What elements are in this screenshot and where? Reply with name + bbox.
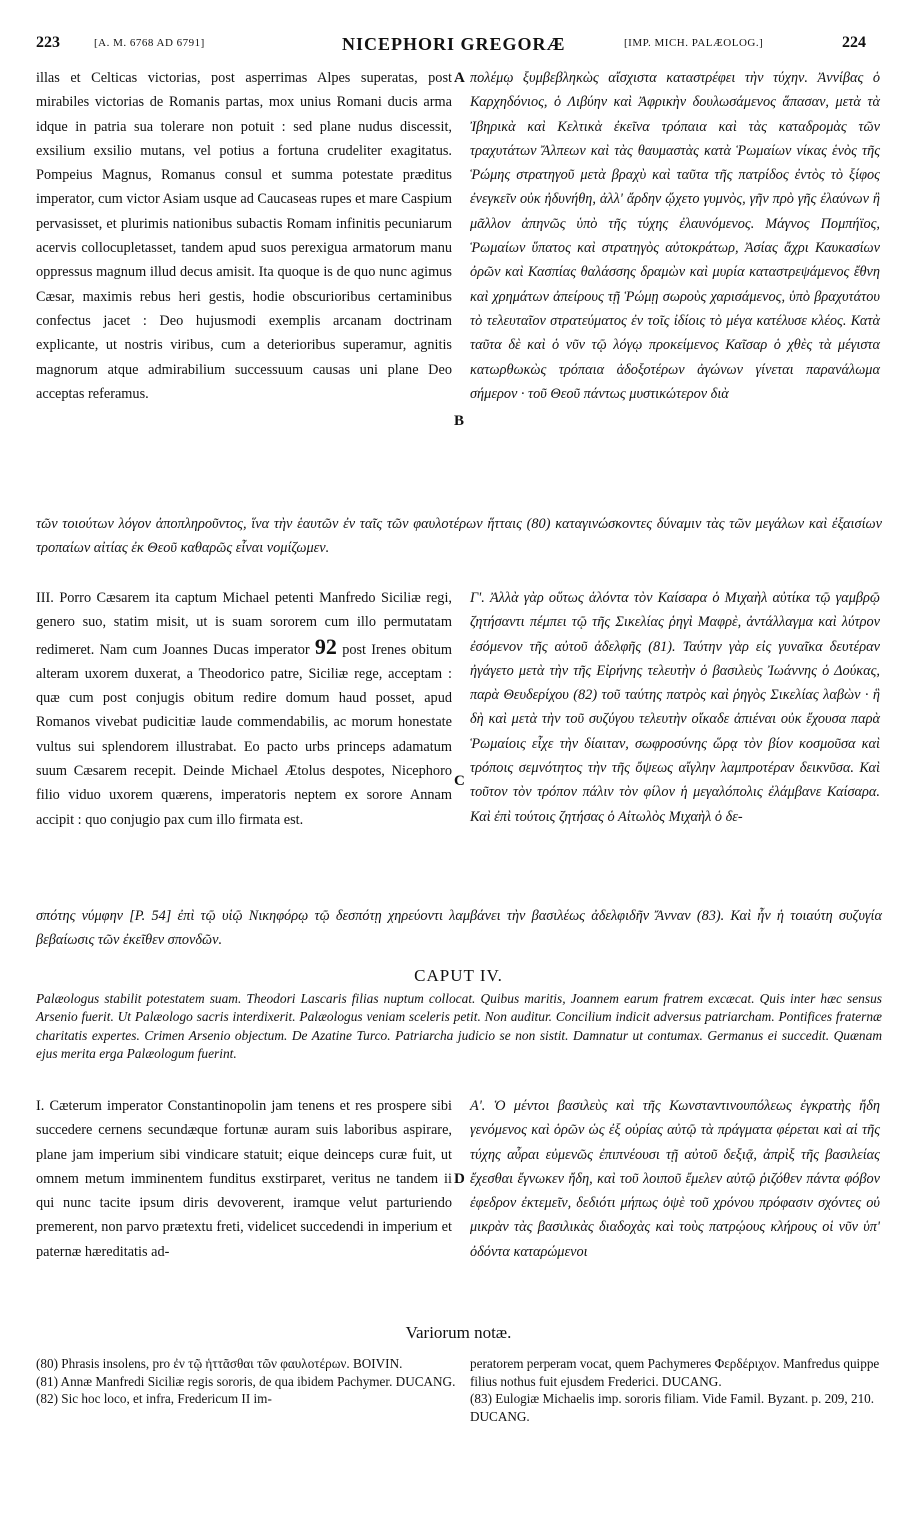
latin-paragraph: illas et Celticas victorias, post asperrimas Alpes superatas, post mirabiles victorias de Romanis partas, mox unius Romani ducis arma idque in patria sua tolerare non potuit : sed plane nudus discessit, exsilium exsilio mutans, vel potius a fortuna crudeliter exagitatus. Pompeius Magnus, Romanus consul et summa potestate præditus imperator, cum victor Asiam usque ad Caucaseas rupes et mare Caspium pervasisset, et plurimis nationibus subactis Romam infinitis pecuniarum acervis collocupletasset, tandem apud suos perexigua armatorum manu oppressus magnum illud decus amisit. Ita quoque is de quo nunc agimus Cæsar, maximis rebus heri gestis, hodie obscurioribus certaminibus confectus jacet : Deo hujusmodi exemplis arcanam doctrinam explicante, ut nostris viribus, cum a deterioribus superamur, agnitis magnorum atque admirabilium successuum causas uni plane Deo acceptas referamus. <box>36 70 452 402</box>
greek-paragraph: Α'. Ὁ μέντοι βασιλεὺς καὶ τῆς Κωνσταντινουπόλεως ἐγκρατὴς ἤδη γενόμενος καὶ ὁρῶν ὡς ἐξ οὐρίας αὐτῷ τὰ πράγματα φέρεται καὶ αἱ τῆς τύχης αὖραι εὐμενῶς ἐπιπνέουσι τῇ αὐτοῦ δεξιᾷ, ἀπρὶξ τῆς βασιλείας ἔχεσθαι ἔγνωκεν ἤδη, καὶ τοῦ λοιποῦ ἔμελεν αὐτῷ ῥιζόθεν πάντα φόβον ἐφεδρον ἐκτεμεῖν, δεδιότι μήπως ὀψὲ τοῦ χρόνου πρόφασιν σχόντες οὐ μικρὰν τὰς βασιλικὰς διαδοχὰς καὶ τοὺς πατρῴους κλήρους οἱ νῦν ὑπ' ὀδόντα καταρώμενοι <box>470 1098 880 1260</box>
footnote: (83) Eulogiæ Michaelis imp. sororis filiam. Vide Famil. Byzant. p. 209, 210. DUCANG. <box>470 1391 875 1424</box>
date-reference: [A. M. 6768 AD 6791] <box>94 37 205 49</box>
section-reference: [IMP. MICH. PALÆOLOG.] <box>624 37 764 49</box>
greek-text-block-3 <box>470 1094 880 1264</box>
chapter-heading: CAPUT IV. <box>414 966 503 985</box>
latin-text-block-1 <box>36 66 452 406</box>
footnote: peratorem perperam vocat, quem Pachymeres Φερδέριχον. Manfredus quippe filius nothus fuit ejusdem Frederici. DUCANG. <box>470 1356 880 1389</box>
greek-paragraph: πολέμῳ ξυμβεβληκὼς αἴσχιστα καταστρέφει τὴν τύχην. Ἀννίβας ὁ Καρχηδόνιος, ὁ Λιβύην καὶ Ἀφρικὴν δουλωσάμενος ἅπασαν, μετὰ τὰ Ἰβηρικὰ καὶ Κελτικὰ ἐκεῖνα τρόπαια καὶ τὰς καταδρομὰς τῶν τραχυτάτων Ἄλπεων καὶ τὰς θαυμαστὰς κατὰ Ῥωμαίων νίκας ἑνὸς τῆς Ῥώμης στρατηγοῦ μετὰ βραχὺ καὶ ταῦτα τῆς πατρίδος ἐντὸς τὸ ξίφος ἐνεγκεῖν οὐκ ἠδυνήθη, ἀλλ' ἄρδην ᾤχετο γυμνὸς, γῆν πρὸ γῆς ἐλαύνων ἢ μᾶλλον ἀπηνῶς ὑπὸ τῆς τύχης ἐλαυνόμενος. Μάγνος Πομπήϊος, Ῥωμαίων ὕπατος καὶ στρατηγὸς αὐτοκράτωρ, Ἀσίας ἄχρι Καυκασίων ὀρῶν καὶ Κασπίας θαλάσσης δραμὼν καὶ μυρία καταστρεψάμενος ἔθνη καὶ χρημάτων ἀπείρους τῇ Ῥώμῃ σωροὺς χαρισάμενος, ὑπὸ βραχυτάτου τὸ τελευταῖον στρατεύματος ἐν τοῖς ἰδίοις τὸ μέγα κατέλυσε κλέος. Κατὰ ταῦτα δὲ καὶ ὁ νῦν τῷ λόγῳ προκείμενος Καῖσαρ ὁ χθὲς τὰ μέγιστα κατωρθωκὼς τρόπαια ἀδοξοτέρων ἀγώνων γίνεται παρανάλωμα σήμερον · τοῦ Θεοῦ πάντως μυστικώτερον διὰ <box>470 70 880 402</box>
greek-continuation: τῶν τοιούτων λόγον ἀποπληροῦντος, ἵνα τὴν ἑαυτῶν ἐν ταῖς τῶν φαυλοτέρων ἥτταις (80) καταγινώσκοντες δύναμιν τὰς τῶν μεγάλων καὶ ἐξαισίων τροπαίων αἰτίας ἐκ Θεοῦ καθαρῶς εἶναι νομίζωμεν. <box>36 516 882 557</box>
page-number-right: 224 <box>842 34 866 51</box>
greek-full-width-line-2 <box>36 904 882 953</box>
latin-paragraph <box>36 586 452 832</box>
latin-text-post: post Irenes obitum alteram uxorem duxerat, a Theodorico patre, Siciliæ rege, acceptam : quæ cum post conjugis obitum redire domum haud posset, apud Romanos vivebat pudicitiæ laude commendabilis, ac morum honestate vultus sui splendorem illustrabat. Eo pacto urbs princeps adamatum suum Cæsarem recepit. Deinde Michael Ætolus despotes, Nicephoro filio viduo uxorem quærens, imperatoris neptem ex sorore Annam accipit : quo conjugio pax cum illo firmata est. <box>36 641 452 828</box>
notes-left-column <box>36 1355 456 1408</box>
latin-text-block-3 <box>36 1094 452 1264</box>
greek-text-block-2 <box>470 586 880 829</box>
greek-continuation: σπότης νύμφην [P. 54] ἐπὶ τῷ υἱῷ Νικηφόρῳ τῷ δεσπότῃ χηρεύοντι λαμβάνει τὴν βασιλέως ἀδελφιδῆν Ἄνναν (83). Καὶ ἦν ἡ τοιαύτη συζυγία βεβαίωσις τῶν ἐκεῖθεν σπονδῶν. <box>36 908 882 949</box>
notes-right-column <box>470 1355 880 1425</box>
margin-letter-b: B <box>454 413 465 429</box>
chapter-summary: Palæologus stabilit potestatem suam. Theodori Lascaris filias nuptum collocat. Quibus maritis, Joannem earum fratrem excæcat. Quis inter hæc sensus Arsenio fuerit. Ut Palæologo sacris interdixerit. Palæologus veniam sceleris petit. Non auditur. Concilium indicit adversus patriarcham. Pontifices fraternæ charitatis expertes. Crimen Arsenio objectum. De Azatine Turco. Patriarcha judicio se non sistit. Damnatur ut contumax. Germanus ei succedit. Quænam ejus merita erga Palæologum fuerint. <box>36 991 882 1062</box>
greek-full-width-line-1 <box>36 512 882 561</box>
greek-text-block-1 <box>470 66 880 406</box>
page-marker: 92 <box>314 633 337 659</box>
footnote: (82) Sic hoc loco, et infra, Fredericum II im- <box>36 1391 272 1406</box>
margin-letter-a: A <box>454 70 465 86</box>
footnote: (80) Phrasis insolens, pro ἐν τῷ ἡττᾶσθαι τῶν φαυλοτέρων. BOIVIN. <box>36 1356 403 1371</box>
margin-letter-c: C <box>454 773 465 789</box>
running-title: NICEPHORI GREGORÆ <box>342 34 566 54</box>
greek-paragraph: Γ'. Ἀλλὰ γὰρ οὕτως ἁλόντα τὸν Καίσαρα ὁ Μιχαὴλ αὐτίκα τῷ γαμβρῷ ζητήσαντι πέμπει τῷ τῆς Σικελίας ῥηγὶ Μαφρὲ, ἀντάλλαγμα καὶ λύτρον ἐσόμενον τῆς αὐτοῦ ἀδελφῆς (81). Ταύτην γὰρ εἰς γυναῖκα δευτέραν ἠγάγετο μετὰ τὴν τῆς Εἰρήνης τελευτὴν ὁ βασιλεὺς Ἰωάννης ὁ Δούκας, παρὰ Θευδερίχου (82) τοῦ ταύτης πατρὸς καὶ ῥηγὸς Σικελίας λαβὼν · ἣ δὴ καὶ μετὰ τὴν τοῦ συζύγου τελευτὴν οἴκαδε ἀπιέναι οὐκ ἔχουσα παρὰ Ῥωμαίοις εἶχε τὴν δίαιταν, σωφροσύνης ὥρᾳ τὸν βίον κοσμοῦσα καὶ τρόποις σεμνότητος τὴν τῆς ὄψεως αἴγλην λαμπροτέραν δεικνῦσα. Καὶ τοῦτον τὸν τρόπον πάλιν τὸν φίλον ἡ μεγαλόπολις ἐλάμβανε Καίσαρα. Καὶ ἐπὶ τούτοις ζητήσας ὁ Αἰτωλὸς Μιχαὴλ ὁ δε- <box>470 590 880 825</box>
footnote: (81) Annæ Manfredi Siciliæ regis sororis, de qua ibidem Pachymer. DUCANG. <box>36 1373 456 1389</box>
latin-text-block-2 <box>36 586 452 832</box>
running-header <box>36 34 884 58</box>
latin-paragraph: I. Cæterum imperator Constantinopolin jam tenens et res prospere sibi succedere cernens secundæque fortunæ auram suis laboribus aspirare, plane jam imperium sibi vindicare statuit; eique deinceps curæ fuit, ut omnem metum imminentem funditus exstirparet, veritus ne tandem ii qui nunc tacite ipsum diris devoverent, iramque velut parturiendo premerent, non parvo prætextu freti, videlicet succedendi in imperium et paternæ hæreditatis ad- <box>36 1098 452 1260</box>
page-number-left: 223 <box>36 34 60 51</box>
margin-letter-d: D <box>454 1171 465 1187</box>
notes-heading: Variorum notæ. <box>405 1323 512 1342</box>
latin-text-pre: III. Porro Cæsarem ita captum Michael petenti Manfredo Siciliæ regi, genero suo, statim misit, ut is suam sororem cum illo permutatam redimeret. Nam cum Joannes Ducas imperator <box>36 590 452 658</box>
